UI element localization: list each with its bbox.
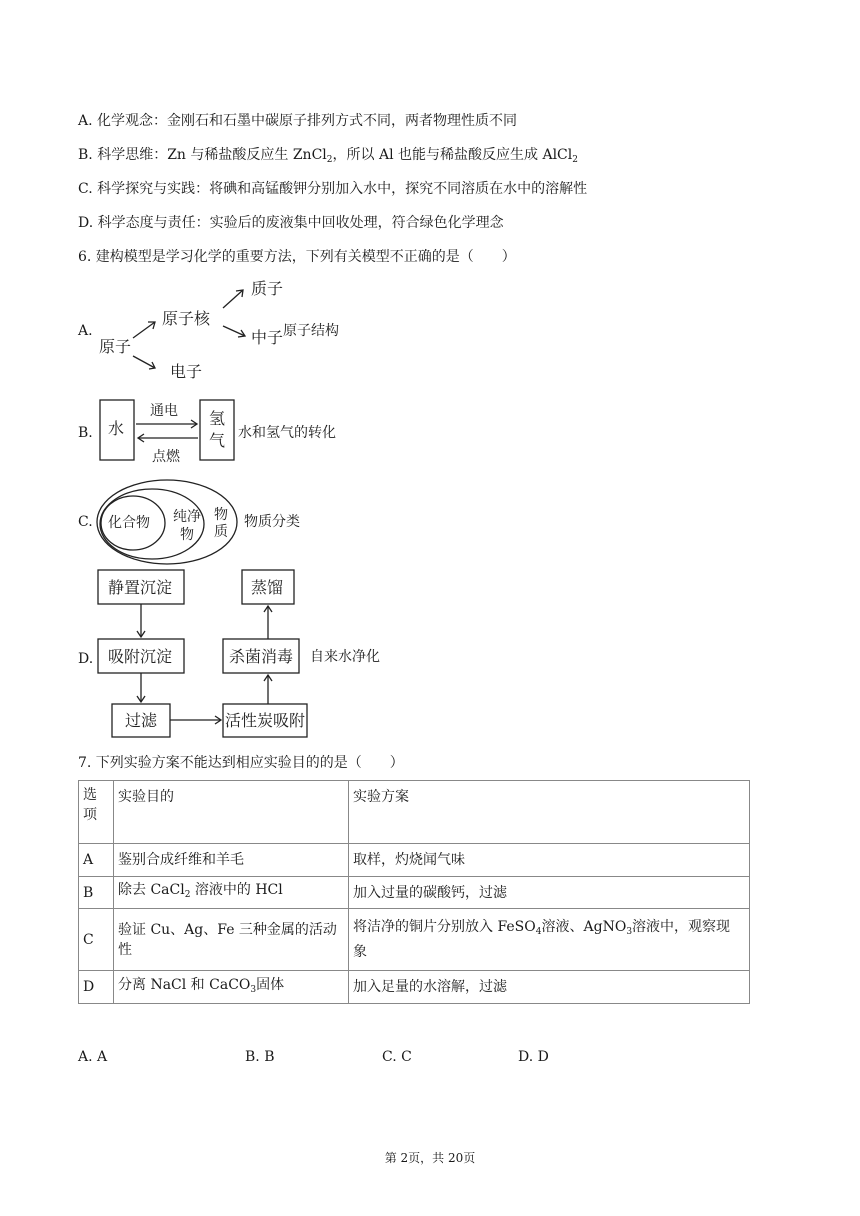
arrow-atom-electron (133, 356, 155, 368)
row-d-purpose-post: 固体 (256, 976, 285, 993)
header-option-line2: 项 (83, 807, 97, 823)
q6-a-caption: 原子结构 (283, 323, 339, 339)
table-row (79, 909, 750, 971)
row-c-plan-post: 溶液中，观察现 (632, 919, 731, 935)
row-b-purpose (114, 877, 349, 909)
header-option-line1: 选 (83, 787, 97, 803)
row-b-plan: 加入过量的碳酸钙，过滤 (349, 877, 750, 909)
row-a-option: A (79, 844, 114, 877)
flow-step2-label: 吸附沉淀 (108, 647, 173, 666)
flow-step3-label: 过滤 (125, 711, 158, 730)
q5-option-d: D. 科学态度与责任：实验后的废液集中回收处理，符合绿色化学理念 (78, 215, 504, 231)
q7-answer-b: B. B (245, 1049, 275, 1065)
q7-answer-c: C. C (382, 1049, 412, 1065)
row-c-plan-mid: 溶液、AgNO (541, 919, 627, 935)
row-c-plan-sub1: 4 (535, 927, 542, 937)
electron-label: 电子 (170, 362, 203, 381)
row-c-plan-pre: 将洁净的铜片分别放入 FeSO (353, 919, 536, 935)
header-purpose: 实验目的 (114, 781, 349, 844)
neutron-label: 中子 (251, 328, 284, 347)
atom-structure-diagram (95, 276, 295, 386)
q5-option-b-pre: B. 科学思维：Zn 与稀盐酸反应生 ZnCl (78, 147, 327, 163)
row-d-purpose (114, 971, 349, 1004)
substance-label-2: 质 (214, 524, 228, 540)
flow-step4-label: 活性炭吸附 (225, 711, 306, 730)
electrolysis-label: 通电 (150, 403, 178, 419)
row-b-option: B (79, 877, 114, 909)
hydrogen-label-1: 氢 (209, 409, 226, 428)
row-c-plan-line1 (353, 917, 745, 942)
water-purification-flowchart (94, 566, 310, 742)
arrow-nucleus-proton (223, 290, 243, 308)
row-d-purpose-pre: 分离 NaCl 和 CaCO (118, 976, 251, 993)
q5-option-b-sub2: 2 (572, 155, 578, 165)
q6-stem: 6. 建构模型是学习化学的重要方法，下列有关模型不正确的是（ ） (78, 249, 516, 265)
q6-d-caption: 自来水净化 (310, 649, 380, 665)
q6-b-letter: B. (78, 425, 93, 441)
row-b-purpose-pre: 除去 CaCl (118, 882, 185, 898)
nucleus-label: 原子核 (162, 309, 211, 328)
flow-step5-label: 杀菌消毒 (229, 647, 294, 666)
q6-d-letter: D. (78, 651, 94, 667)
q5-option-c: C. 科学探究与实践：将碘和高锰酸钾分别加入水中，探究不同溶质在水中的溶解性 (78, 181, 588, 197)
pure-label-2: 物 (180, 527, 194, 543)
q6-a-letter: A. (78, 323, 93, 339)
atom-label: 原子 (99, 337, 132, 356)
q7-answer-a: A. A (78, 1049, 108, 1065)
q5-option-b-sub1: 2 (326, 155, 333, 165)
row-c-purpose: 验证 Cu、Ag、Fe 三种金属的活动性 (114, 909, 349, 971)
row-d-purpose-sub: 3 (250, 984, 257, 995)
row-b-purpose-sub: 2 (184, 890, 191, 900)
row-c-plan-line2: 象 (353, 944, 367, 960)
water-label: 水 (108, 419, 125, 438)
q7-answer-d: D. D (518, 1049, 549, 1065)
q6-c-letter: C. (78, 514, 93, 530)
hydrogen-label-2: 气 (209, 431, 226, 450)
row-d-plan: 加入足量的水溶解，过滤 (349, 971, 750, 1004)
proton-label: 质子 (251, 279, 284, 298)
row-c-plan-sub2: 3 (626, 927, 633, 937)
arrow-atom-nucleus (133, 322, 155, 338)
water-hydrogen-diagram (96, 396, 238, 466)
row-b-purpose-post: 溶液中的 HCl (190, 882, 283, 898)
compound-label: 化合物 (108, 515, 150, 531)
q7-stem: 7. 下列实验方案不能达到相应实验目的的是（ ） (78, 755, 404, 771)
substance-classification-diagram (94, 474, 244, 570)
q5-option-b-mid: ，所以 Al 也能与稀盐酸反应生成 AlCl (332, 147, 573, 163)
table-row (79, 877, 750, 909)
q5-option-b (78, 146, 578, 169)
q6-c-caption: 物质分类 (244, 514, 300, 530)
table-header-row (79, 781, 750, 844)
flow-step6-label: 蒸馏 (251, 578, 284, 597)
page-footer: 第 2页，共 20页 (384, 1151, 476, 1165)
q5-option-a: A. 化学观念：金刚石和石墨中碳原子排列方式不同，两者物理性质不同 (78, 113, 518, 129)
row-c-option: C (79, 909, 114, 971)
flow-step1-label: 静置沉淀 (108, 578, 173, 597)
row-c-plan (349, 909, 750, 971)
row-a-purpose: 鉴别合成纤维和羊毛 (114, 844, 349, 877)
row-d-option: D (79, 971, 114, 1004)
header-option (79, 781, 114, 844)
table-row (79, 844, 750, 877)
substance-label-1: 物 (214, 507, 228, 523)
q6-b-caption: 水和氢气的转化 (238, 425, 336, 441)
pure-label-1: 纯净 (173, 509, 201, 525)
table-row (79, 971, 750, 1004)
ignite-label: 点燃 (152, 449, 180, 465)
row-a-plan: 取样，灼烧闻气味 (349, 844, 750, 877)
q7-table (78, 780, 750, 1004)
header-plan: 实验方案 (349, 781, 750, 844)
